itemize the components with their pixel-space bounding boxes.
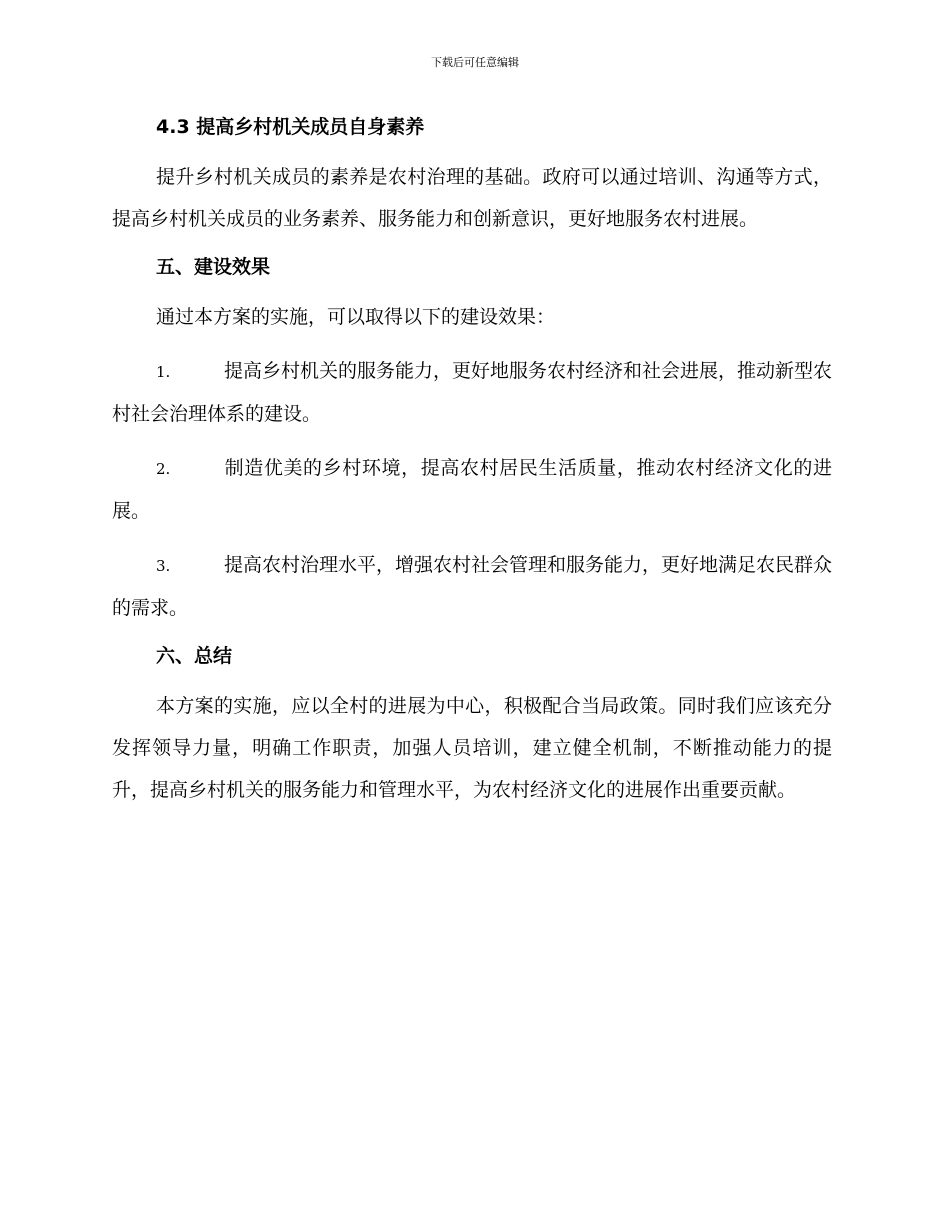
list-item-number: 2. [156,460,171,478]
list-item-text: 提高乡村机关的服务能力，更好地服务农村经济和社会进展，推动新型农村社会治理体系的建设。 [112,360,833,425]
section-4-3-paragraph: 提升乡村机关成员的素养是农村治理的基础。政府可以通过培训、沟通等方式，提高乡村机关成员的业务素养、服务能力和创新意识，更好地服务农村进展。 [112,166,832,230]
page-header: 下载后可任意编辑 [431,56,519,69]
list-item [112,447,832,532]
section-heading-6: 六、总结 [156,645,233,667]
section-6-paragraph: 本方案的实施，应以全村的进展为中心，积极配合当局政策。同时我们应该充分发挥领导力量，明确工作职责，加强人员培训，建立健全机制，不断推动能力的提升，提高乡村机关的服务能力和管理水平，为农村经济文化的进展作出重要贡献。 [112,695,832,801]
document-body [112,112,832,811]
list-item-text: 提高农村治理水平，增强农村社会管理和服务能力，更好地满足农民群众的需求。 [112,554,833,619]
list-item-text: 制造优美的乡村环境，提高农村居民生活质量，推动农村经济文化的进展。 [112,457,832,522]
list-item [112,350,832,435]
section-heading-4-3: 4.3 提高乡村机关成员自身素养 [156,116,425,138]
list-item-number: 1. [156,363,171,381]
section-5-intro: 通过本方案的实施，可以取得以下的建设效果： [156,306,556,328]
list-item [112,544,832,629]
section-heading-5: 五、建设效果 [156,256,271,278]
list-item-number: 3. [156,557,171,575]
